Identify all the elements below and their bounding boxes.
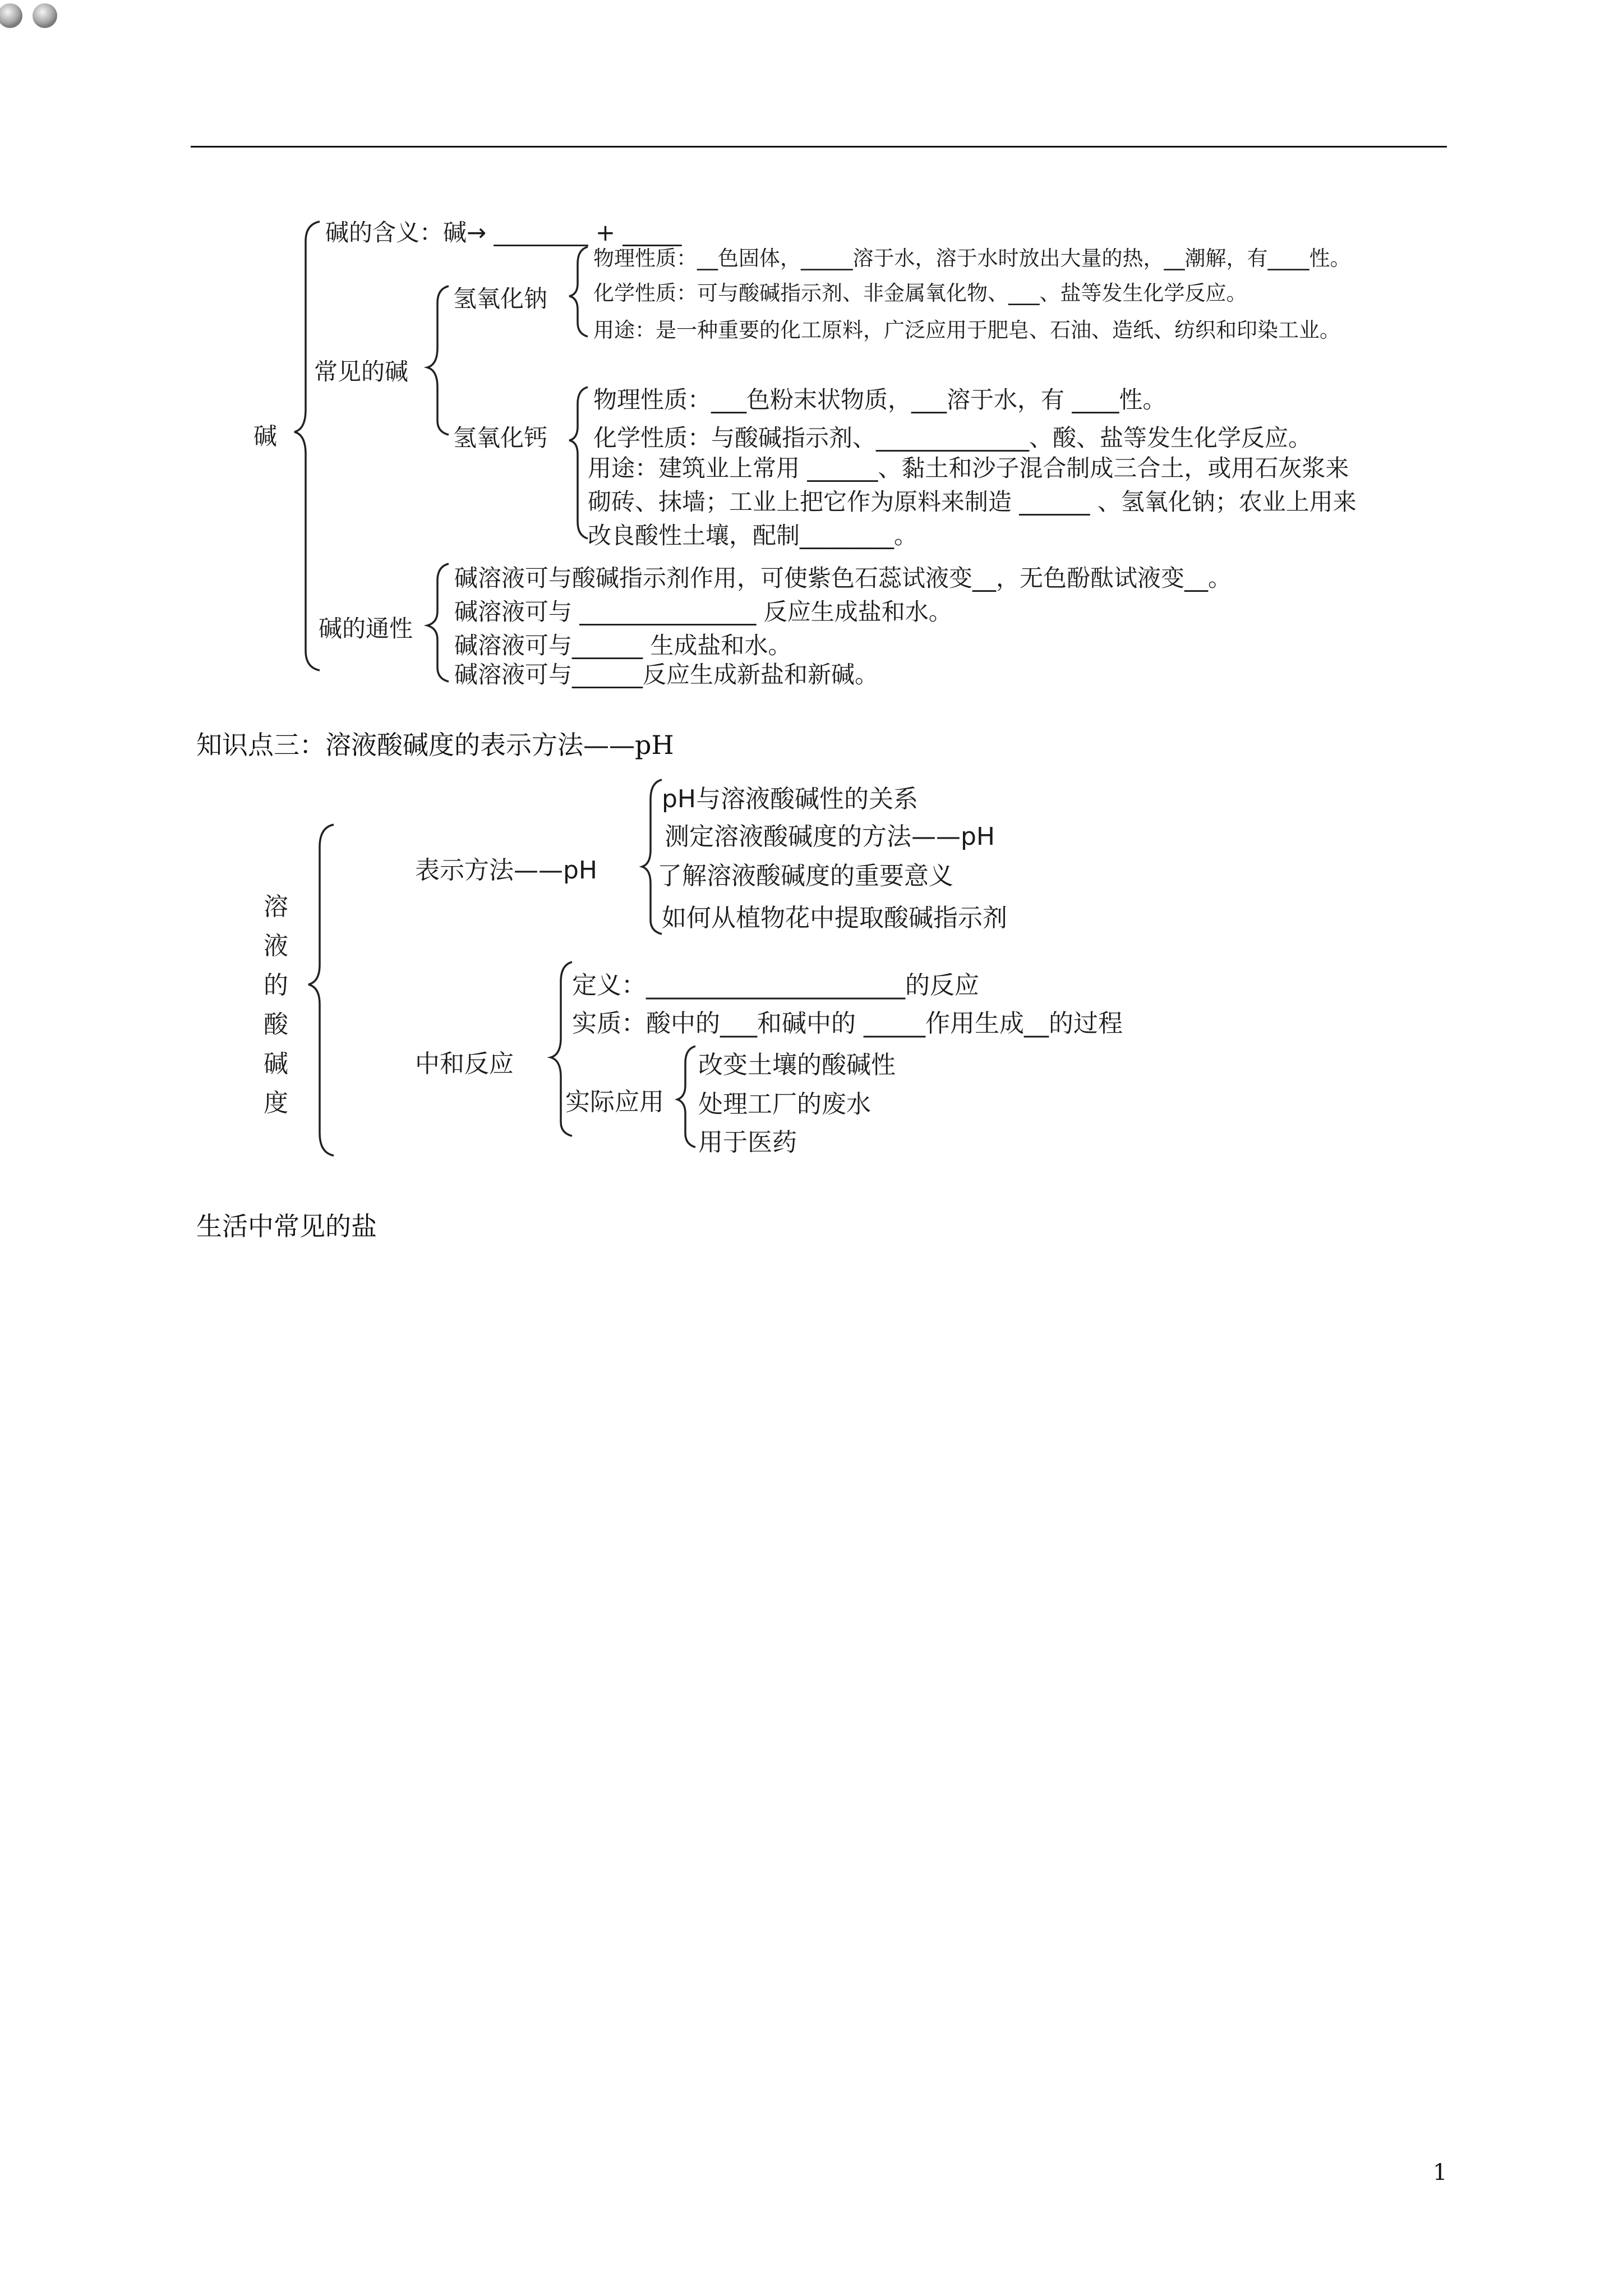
application-item-1: 改变土壤的酸碱性: [698, 1051, 896, 1079]
root-acidity-char-6: 度: [264, 1089, 288, 1117]
application-label: 实际应用: [565, 1088, 664, 1116]
root-acidity-char-1: 溶: [264, 892, 288, 921]
root-acidity-char-5: 碱: [264, 1050, 288, 1078]
method-label: 表示方法——pH: [415, 856, 598, 885]
naoh-item-2: 化学性质：可与酸碱指示剂、非金属氧化物、___、盐等发生化学反应。: [593, 281, 1247, 305]
method-item-4: 如何从植物花中提取酸碱指示剂: [662, 904, 1007, 932]
page-number: 1: [1433, 2160, 1447, 2185]
caoh-item-3: 用途：建筑业上常用 ______、黏土和沙子混合制成三合土，或用石灰浆来: [588, 454, 1349, 482]
method-item-2: 测定溶液酸碱度的方法——pH: [665, 822, 995, 851]
common-bases-label: 常见的碱: [314, 358, 409, 385]
general-item-4: 碱溶液可与______反应生成新盐和新碱。: [454, 661, 879, 688]
method-item-1: pH与溶液酸碱性的关系: [662, 785, 919, 813]
root-acidity-char-4: 酸: [264, 1010, 288, 1039]
general-item-2: 碱溶液可与 _______________ 反应生成盐和水。: [454, 598, 952, 625]
caoh-label: 氢氧化钙: [453, 424, 548, 452]
caoh-item-5: 改良酸性土壤，配制________。: [588, 522, 918, 549]
root-acidity-char-2: 液: [264, 932, 288, 960]
caoh-item-4: 砌砖、抹墙；工业上把它作为原料来制造 ______ 、氢氧化钠；农业上用来: [588, 488, 1357, 516]
general-item-3: 碱溶液可与______ 生成盐和水。: [454, 632, 792, 659]
method-item-3: 了解溶液酸碱度的重要意义: [657, 862, 953, 890]
section-heading-salt: 生活中常见的盐: [196, 1211, 377, 1241]
caoh-item-2: 化学性质：与酸碱指示剂、_____________、酸、盐等发生化学反应。: [593, 424, 1312, 452]
neutralization-definition: 定义：_____________________的反应: [572, 971, 979, 1000]
application-item-3: 用于医药: [698, 1128, 797, 1157]
naoh-label: 氢氧化钠: [453, 285, 548, 312]
general-properties-label: 碱的通性: [319, 615, 413, 642]
section-heading-ph: 知识点三：溶液酸碱度的表示方法——pH: [196, 730, 674, 760]
root-base: 碱: [253, 422, 278, 450]
neutralization-label: 中和反应: [415, 1050, 514, 1078]
naoh-item-3: 用途：是一种重要的化工原料，广泛应用于肥皂、石油、造纸、纺织和印染工业。: [593, 318, 1340, 342]
application-item-2: 处理工厂的废水: [698, 1090, 871, 1119]
neutralization-essence: 实质：酸中的___和碱中的 _____作用生成__的过程: [572, 1009, 1123, 1038]
root-acidity-char-3: 的: [264, 971, 288, 1000]
general-item-1: 碱溶液可与酸碱指示剂作用，可使紫色石蕊试液变__，无色酚酞试液变__。: [454, 564, 1232, 592]
base-meaning: 碱的含义：碱→ ________ + _____: [325, 219, 682, 246]
caoh-item-1: 物理性质：___色粉末状物质，___溶于水，有 ____性。: [593, 386, 1166, 413]
naoh-item-1: 物理性质：__色固体，_____溶于水，溶于水时放出大量的热，__潮解，有____性。: [593, 246, 1351, 270]
